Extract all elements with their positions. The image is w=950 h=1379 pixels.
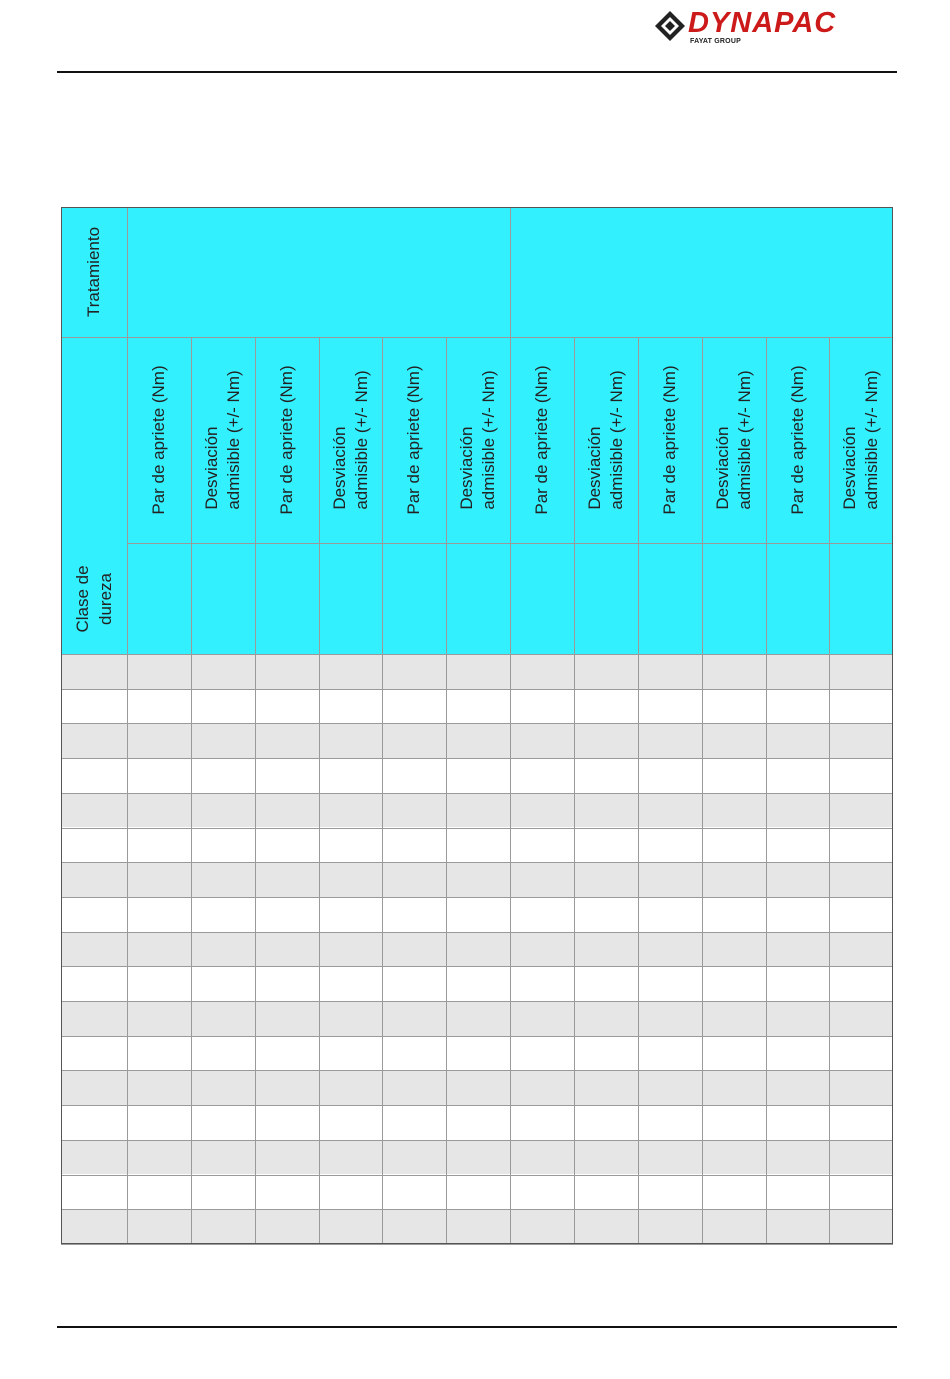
column-header-torque <box>787 365 809 514</box>
column-header-torque <box>531 365 553 514</box>
column-header-line: admisible (+/- Nm) <box>607 370 626 510</box>
column-header-deviation <box>584 370 628 509</box>
column-header-line: admisible (+/- Nm) <box>351 370 371 510</box>
column-header-line: admisible (+/- Nm) <box>224 370 243 510</box>
column-header-line: Par de apriete (Nm) <box>277 365 296 515</box>
column-header-line: admisible (+/- Nm) <box>735 370 754 510</box>
column-header-line: Par de apriete (Nm) <box>404 365 423 515</box>
row-divider <box>61 1244 893 1245</box>
column-header-line: admisible (+/- Nm) <box>479 370 498 510</box>
column-header-deviation <box>456 370 500 509</box>
column-header-deviation <box>201 370 245 509</box>
column-header-line: Desviación <box>585 426 604 510</box>
treatment-label: Tratamiento <box>84 226 103 318</box>
dynapac-logo <box>650 8 902 48</box>
header-rule <box>57 71 897 73</box>
column-header-line: Par de apriete (Nm) <box>787 365 807 515</box>
column-header-line: Par de apriete (Nm) <box>149 365 168 515</box>
column-header-deviation <box>329 370 373 509</box>
column-header-line: Desviación <box>840 426 859 510</box>
column-header-line: Desviación <box>329 426 349 510</box>
column-header-deviation <box>712 370 756 509</box>
column-header-deviation <box>839 370 883 509</box>
brand-subtitle: FAYAT GROUP <box>690 38 741 45</box>
column-header-line: Par de apriete (Nm) <box>532 365 551 515</box>
column-header-torque <box>276 365 298 514</box>
column-header-torque <box>148 365 170 514</box>
column-header-torque <box>403 365 425 514</box>
footer-rule <box>57 1326 897 1328</box>
table-frame <box>61 207 893 1244</box>
column-header-line: Desviación <box>713 426 732 510</box>
column-header-line: Desviación <box>202 426 221 510</box>
column-header-line: admisible (+/- Nm) <box>862 370 881 510</box>
column-header-line: Par de apriete (Nm) <box>660 365 679 515</box>
column-header-line: Desviación <box>457 426 476 510</box>
torque-table <box>61 207 893 1244</box>
dynapac-diamond-icon <box>654 10 686 42</box>
brand-name: DYNAPAC <box>688 7 837 39</box>
hardness-class-label: Clase de dureza <box>73 565 115 633</box>
column-header-torque <box>659 365 681 514</box>
